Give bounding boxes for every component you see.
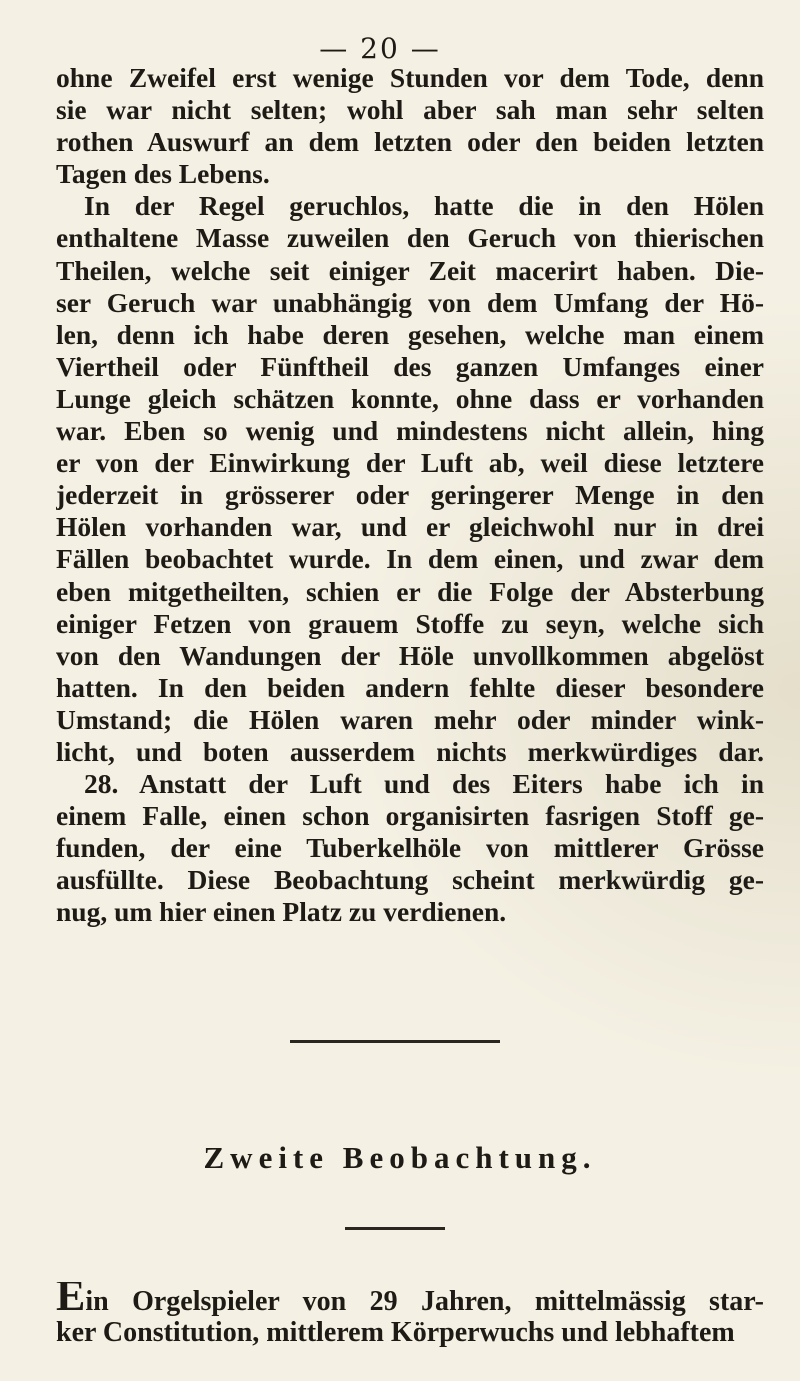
text-line: sie war nicht selten; wohl aber sah man sehr selten bbox=[56, 94, 764, 126]
text-line: 28. Anstatt der Luft und des Eiters habe ich in bbox=[84, 768, 764, 800]
text-line: nug, um hier einen Platz zu verdienen. bbox=[56, 896, 507, 928]
text-line: er von der Einwirkung der Luft ab, weil diese letztere bbox=[56, 447, 764, 479]
text-line: hatten. In den beiden andern fehlte dieser besondere bbox=[56, 671, 764, 703]
section-heading: Zweite Beobachtung. bbox=[203, 1140, 597, 1175]
section-divider-top bbox=[290, 1040, 500, 1043]
text-line: ser Geruch war unabhängig von dem Umfang der Hö- bbox=[56, 286, 764, 318]
text-line: einiger Fetzen von grauem Stoffe zu seyn, welche sich bbox=[56, 607, 764, 639]
text-line bbox=[56, 1282, 764, 1316]
text-line: ohne Zweifel erst wenige Stunden vor dem Tode, denn bbox=[56, 62, 764, 93]
text-line: Tagen des Lebens. bbox=[56, 158, 270, 190]
section-divider-bottom bbox=[345, 1227, 445, 1230]
text-line: funden, der eine Tuberkelhöle von mittlerer Grösse bbox=[56, 832, 764, 864]
text-line: Umstand; die Hölen waren mehr oder minder wink- bbox=[56, 703, 764, 735]
text-line: enthaltene Masse zuweilen den Geruch von thierischen bbox=[56, 222, 764, 254]
text-line: In der Regel geruchlos, hatte die in den Hölen bbox=[84, 190, 764, 222]
text-line: jederzeit in grösserer oder geringerer Menge in den bbox=[56, 479, 764, 511]
drop-cap: E bbox=[56, 1282, 86, 1316]
text-line: licht, und boten ausserdem nichts merkwürdiges dar. bbox=[56, 735, 764, 767]
text-line: len, denn ich habe deren gesehen, welche man einem bbox=[56, 318, 764, 350]
text-line: war. Eben so wenig und mindestens nicht allein, hing bbox=[56, 415, 764, 447]
observation-intro bbox=[56, 1282, 764, 1350]
text-line: eben mitgetheilten, schien er die Folge der Absterbung bbox=[56, 575, 764, 607]
text-line: Hölen vorhanden war, und er gleichwohl nur in drei bbox=[56, 511, 764, 543]
page-number: — 20 — bbox=[319, 32, 441, 65]
text-line: ausfüllte. Diese Beobachtung scheint merkwürdig ge- bbox=[56, 864, 764, 896]
text-line: einem Falle, einen schon organisirten fasrigen Stoff ge- bbox=[56, 800, 764, 832]
text-line-rest: in Orgelspieler von 29 Jahren, mittelmässig star- bbox=[85, 1286, 764, 1316]
text-line: Viertheil oder Fünftheil des ganzen Umfanges einer bbox=[56, 350, 764, 382]
text-line: von den Wandungen der Höle unvollkommen abgelöst bbox=[56, 639, 764, 671]
text-line: Fällen beobachtet wurde. In dem einen, und zwar dem bbox=[56, 543, 764, 575]
text-line: Lunge gleich schätzen konnte, ohne dass er vorhanden bbox=[56, 382, 764, 414]
body-text bbox=[56, 62, 764, 929]
text-line: rothen Auswurf an dem letzten oder den beiden letzten bbox=[56, 126, 764, 158]
text-line: Theilen, welche seit einiger Zeit macerirt haben. Die- bbox=[56, 254, 764, 286]
text-line: ker Constitution, mittlerem Körperwuchs und lebhaftem bbox=[56, 1317, 735, 1348]
